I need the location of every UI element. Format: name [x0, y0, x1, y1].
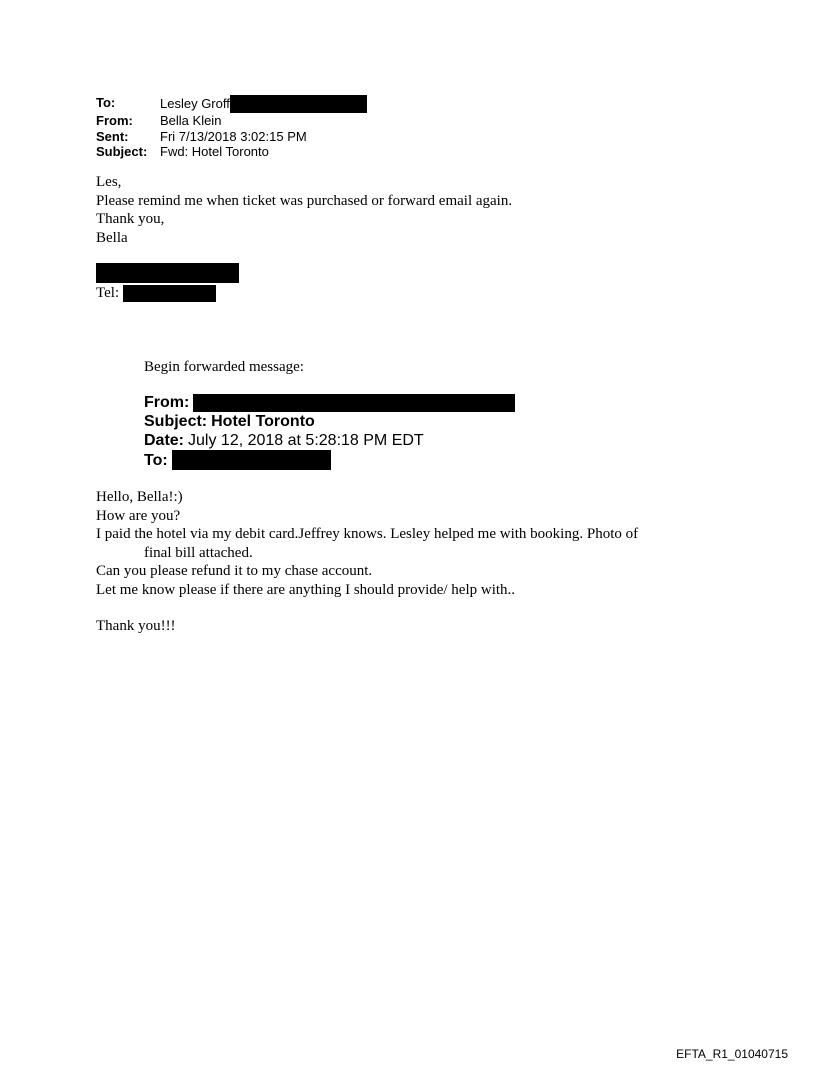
fwd-from-row	[144, 393, 515, 412]
from-label: From:	[96, 113, 133, 128]
fwd-date-label: Date:	[144, 432, 185, 449]
fwd-from-redaction	[418, 394, 515, 412]
fwd-date-value: July 12, 2018 at 5:28:18 PM EDT	[188, 432, 424, 449]
to-value: Lesley Groff	[160, 96, 230, 112]
fwd-from-redaction	[313, 394, 420, 412]
subject-label: Subject:	[96, 144, 148, 159]
message-line: Hello, Bella!:)	[96, 489, 183, 505]
tel-label: Tel:	[96, 285, 120, 301]
fwd-from-redaction	[227, 394, 315, 412]
redaction-box	[230, 95, 367, 113]
fwd-subject-value: Hotel Toronto	[211, 413, 315, 430]
header-to-row	[96, 95, 367, 113]
greeting-line: Les,	[96, 174, 122, 190]
message-closing: Thank you!!!	[96, 618, 176, 634]
fwd-from-label: From:	[144, 394, 190, 411]
forwarded-header	[144, 393, 515, 470]
sent-label: Sent:	[96, 128, 129, 144]
message-line: I paid the hotel via my debit card.Jeffrey knows. Lesley helped me with booking. Photo of	[96, 526, 639, 542]
fwd-to-row	[144, 450, 515, 470]
fwd-to-label: To:	[144, 451, 168, 469]
message-line: Let me know please if there are anything I should provide/ help with..	[96, 581, 516, 598]
subject-value: Fwd: Hotel Toronto	[160, 144, 269, 159]
thanks-line: Thank you,	[96, 211, 165, 227]
tel-redaction	[123, 285, 216, 302]
spacer	[96, 599, 638, 617]
fwd-from-redaction	[193, 394, 229, 412]
header-sent-row	[96, 129, 367, 145]
message-line: Can you please refund it to my chase account.	[96, 563, 373, 579]
tel-line	[96, 284, 216, 303]
fwd-subject-label: Subject:	[144, 413, 208, 430]
fwd-subject-row	[144, 412, 515, 431]
to-label: To:	[96, 95, 116, 110]
document-id: EFTA_R1_01040715	[676, 1047, 788, 1061]
message-line: final bill attached.	[144, 544, 253, 561]
fwd-to-redaction	[172, 450, 331, 470]
from-value: Bella Klein	[160, 113, 222, 128]
forwarded-message-body	[96, 488, 638, 636]
forwarded-intro: Begin forwarded message:	[144, 359, 304, 375]
fwd-date-row	[144, 431, 515, 450]
signature-name: Bella	[96, 229, 128, 246]
message-line: How are you?	[96, 507, 181, 524]
body-line: Please remind me when ticket was purchased or forward email again.	[96, 192, 513, 209]
signature-redaction	[96, 263, 239, 283]
email-body	[96, 173, 512, 247]
header-subject-row	[96, 144, 367, 160]
email-header	[96, 95, 367, 160]
header-from-row	[96, 113, 367, 129]
sent-value: Fri 7/13/2018 3:02:15 PM	[160, 128, 307, 144]
